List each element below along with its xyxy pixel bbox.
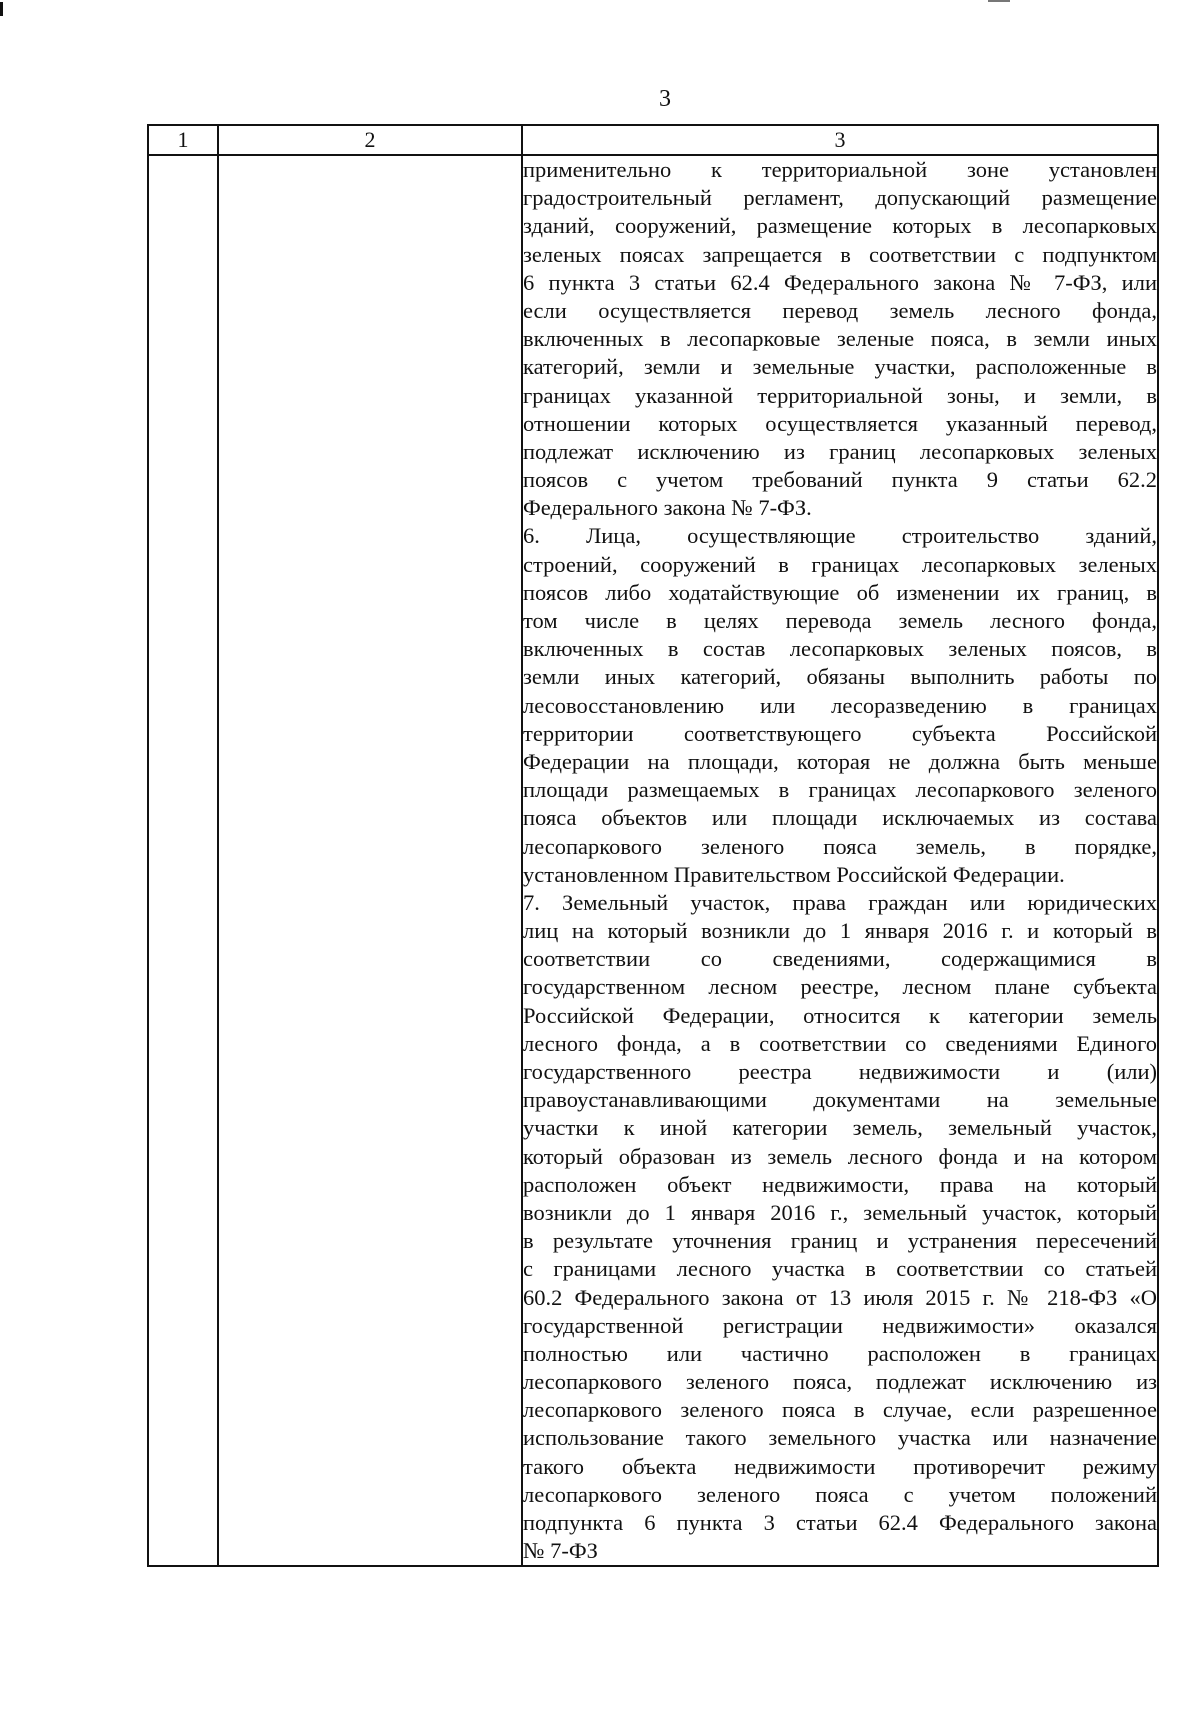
- text-line: территории соответствующего субъекта Российской: [523, 720, 1157, 746]
- text-line: Федерации на площади, которая не должна быть меньше: [523, 748, 1157, 774]
- text-line: 60.2 Федерального закона от 13 июля 2015 г. № 218-ФЗ «О: [523, 1284, 1157, 1310]
- text-line: лесопаркового зеленого пояса в случае, если разрешенное: [523, 1397, 1157, 1423]
- page-number: 3: [659, 86, 671, 112]
- text-line: с границами лесного участка в соответствии со статьей: [523, 1256, 1157, 1282]
- text-line: подпункта 6 пункта 3 статьи 62.4 Федерального закона: [523, 1510, 1157, 1535]
- text-line: земли иных категорий, обязаны выполнить работы по: [523, 664, 1157, 690]
- text-line: зеленых поясах запрещается в соответствии с подпунктом: [523, 241, 1157, 267]
- table-row: [148, 155, 1158, 1566]
- text-line: участки к иной категории земель, земельный участок,: [523, 1115, 1157, 1141]
- text-line: 6 пункта 3 статьи 62.4 Федерального закона № 7-ФЗ, или: [523, 269, 1157, 295]
- scan-margin-mark: [0, 2, 3, 16]
- text-line: полностью или частично расположен в границах: [523, 1340, 1157, 1366]
- text-line: в результате уточнения границ и устранения пересечений: [523, 1228, 1157, 1254]
- text-line: соответствии со сведениями, содержащимися в: [523, 946, 1157, 972]
- text-line: такого объекта недвижимости противоречит режиму: [523, 1453, 1157, 1479]
- text-line: лесопаркового зеленого пояса земель, в порядке,: [523, 833, 1157, 859]
- table-header-row: [148, 125, 1158, 155]
- text-line: лесного фонда, а в соответствии со сведениями Единого: [523, 1030, 1157, 1056]
- text-line: государственного реестра недвижимости и (или): [523, 1059, 1157, 1084]
- text-line: который образован из земель лесного фонда и на котором: [523, 1143, 1157, 1169]
- text-line: лесопаркового зеленого пояса, подлежат исключению из: [523, 1369, 1157, 1395]
- text-line: том числе в целях перевода земель лесного фонда,: [523, 608, 1157, 633]
- column-header-1: 1: [148, 125, 218, 155]
- text-line: строений, сооружений в границах лесопарковых зеленых: [523, 551, 1157, 577]
- text-line: лесовосстановлению или лесоразведению в границах: [523, 692, 1157, 718]
- text-line: градостроительный регламент, допускающий размещение: [523, 185, 1157, 211]
- column-header-2: 2: [218, 125, 522, 155]
- text-line: отношении которых осуществляется указанный перевод,: [523, 410, 1157, 436]
- text-line: использование такого земельного участка или назначение: [523, 1425, 1157, 1451]
- text-line: № 7-ФЗ: [523, 1538, 598, 1564]
- text-line: 6. Лица, осуществляющие строительство зданий,: [523, 523, 1157, 549]
- text-line: лесопаркового зеленого пояса с учетом положений: [523, 1481, 1157, 1507]
- text-line: площади размещаемых в границах лесопаркового зеленого: [523, 777, 1157, 803]
- text-line: поясов либо ходатайствующие об изменении их границ, в: [523, 579, 1157, 605]
- text-line: пояса объектов или площади исключаемых из состава: [523, 805, 1157, 831]
- column-3-text-cell: [522, 155, 1158, 1566]
- text-line: границах указанной территориальной зоны, и земли, в: [523, 382, 1157, 408]
- regulation-table: [147, 124, 1159, 1567]
- text-line: Российской Федерации, относится к категории земель: [523, 1002, 1157, 1028]
- text-line: подлежат исключению из границ лесопарковых зеленых: [523, 438, 1157, 464]
- text-line: 7. Земельный участок, права граждан или юридических: [523, 889, 1157, 915]
- text-line: зданий, сооружений, размещение которых в лесопарковых: [523, 213, 1157, 239]
- text-line: включенных в состав лесопарковых зеленых поясов, в: [523, 636, 1157, 662]
- scan-smudge: [988, 0, 1010, 2]
- text-line: государственной регистрации недвижимости» оказался: [523, 1312, 1157, 1338]
- text-line: включенных в лесопарковые зеленые пояса, в земли иных: [523, 326, 1157, 352]
- text-line: возникли до 1 января 2016 г., земельный участок, который: [523, 1199, 1157, 1225]
- text-line: лиц на который возникли до 1 января 2016 г. и который в: [523, 918, 1157, 944]
- text-line: правоустанавливающими документами на земельные: [523, 1087, 1157, 1113]
- text-line: установленном Правительством Российской Федерации.: [523, 861, 1065, 887]
- column-header-3: 3: [522, 125, 1158, 155]
- text-line: расположен объект недвижимости, права на который: [523, 1171, 1157, 1197]
- text-line: поясов с учетом требований пункта 9 статьи 62.2: [523, 467, 1157, 493]
- text-line: категорий, земли и земельные участки, расположенные в: [523, 354, 1157, 380]
- text-line: государственном лесном реестре, лесном плане субъекта: [523, 974, 1157, 1000]
- text-line: если осуществляется перевод земель лесного фонда,: [523, 297, 1157, 323]
- text-line: применительно к территориальной зоне установлен: [523, 157, 1157, 182]
- column-2-cell: [218, 155, 522, 1566]
- text-line: Федерального закона № 7-ФЗ.: [523, 495, 812, 521]
- column-1-cell: [148, 155, 218, 1566]
